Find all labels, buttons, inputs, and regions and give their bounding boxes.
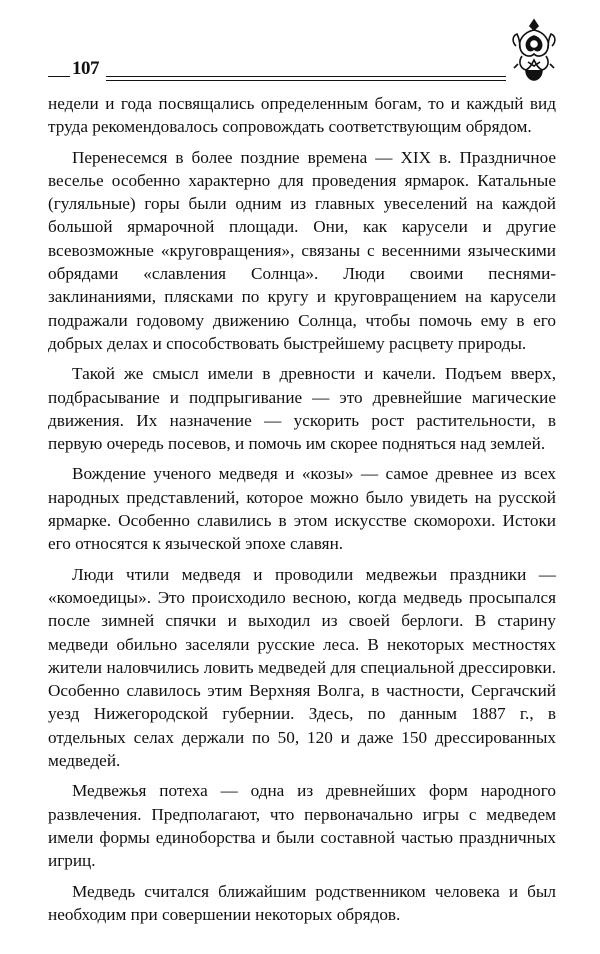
paragraph: Медведь считался ближайшим родственником человека и был необходим при совершении некоторых обрядов. bbox=[48, 881, 556, 924]
paragraph: Люди чтили медведя и проводили медвежьи праздники — «комоедицы». Это происходило весною, когда медведь просыпался после зимней спячки и выходил из своей берлоги. В старину медведи обильно заселяли русские леса. В некоторых местностях жители наловчились ловить медведей для специальной дрессировки. Особенно славилось этим Верхняя Волга, в частности, Сергачский уезд Нижегородской губернии. Здесь, по данным 1887 г., в отдельных селах держали по 50, 120 и даже 150 дрессированных медведей. bbox=[48, 564, 556, 771]
paragraph: Перенесемся в более поздние времена — XIX в. Праздничное веселье особенно характерно для проведения ярмарок. Катальные (гуляльные) горы были одним из главных увеселений на каждой большой ярмарочной площади. Они, как карусели и другие всевозможные «круговращения», связаны с весенними языческими обрядами «славления Солнца». Люди своими песнями-заклинаниями, плясками по кругу и круговращением на карусели подражали годовому движению Солнца, чтобы помочь ему в его добрых делах и способствовать быстрейшему расцвету природы. bbox=[48, 147, 556, 353]
paragraph: Медвежья потеха — одна из древнейших форм народного развлечения. Предполагают, что первоначально игры с медведем имели формы единоборства и были составной частью праздничных игриц. bbox=[48, 781, 556, 871]
ornament-icon bbox=[508, 18, 560, 84]
header-rule-left bbox=[48, 76, 70, 77]
header-rule-under bbox=[106, 80, 506, 81]
page-header bbox=[48, 58, 506, 82]
paragraph: недели и года посвящались определенным богам, то и каждый вид труда рекомендовалось сопровождать соответствующим обрядом. bbox=[48, 94, 556, 137]
paragraph: Такой же смысл имели в древности и качели. Подъем вверх, подбрасывание и подпрыгивание — это древнейшие магические движения. Их назначение — ускорить рост растительности, в первую очередь посевов, и помочь им скорее подняться над землей. bbox=[48, 364, 556, 454]
paragraph: Вождение ученого медведя и «козы» — самое древнее из всех народных представлений, которое можно было увидеть на русской ярмарке. Особенно славились в этом искусстве скоморохи. Истоки его относятся к языческой эпохе славян. bbox=[48, 464, 556, 554]
header-rule-right bbox=[106, 76, 506, 77]
page-number: 107 bbox=[72, 58, 99, 79]
text-body bbox=[48, 92, 556, 933]
